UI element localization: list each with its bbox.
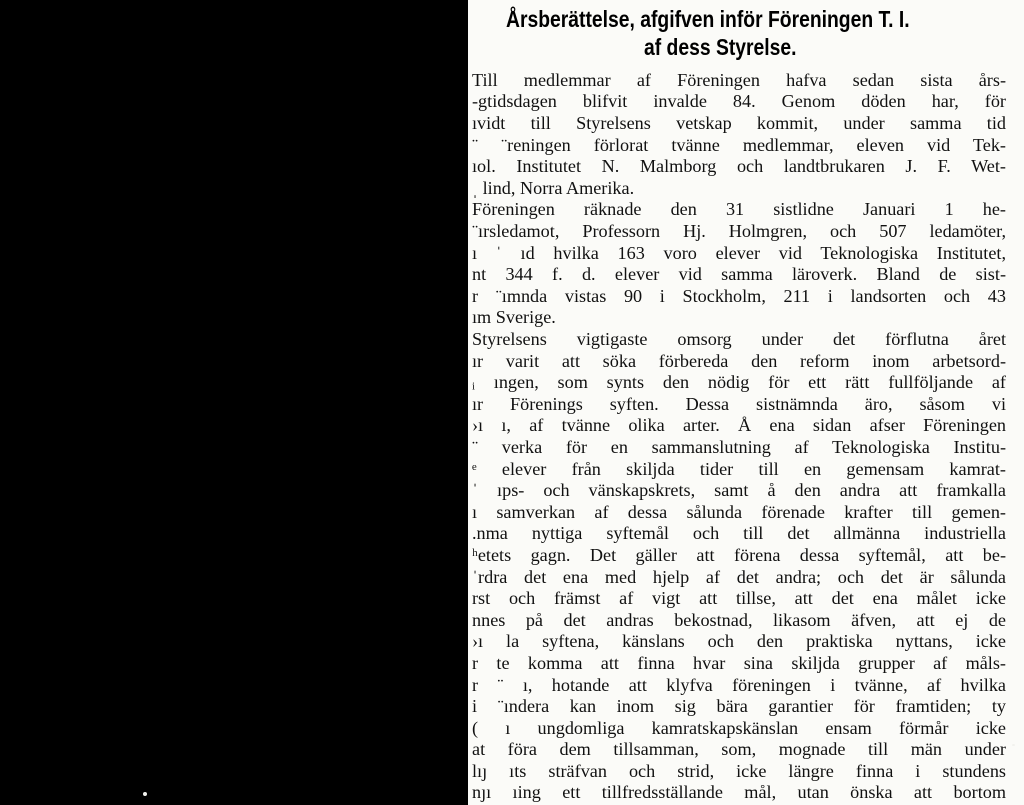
body-text-line: rst och främst af vigt att tillse, att det ena målet icke — [472, 588, 1006, 608]
body-text-line: ı ˈ ıd hvilka 163 voro elever vid Teknologiska Institutet, — [472, 243, 1006, 263]
document-title-line-2: af dess Styrelse. — [644, 34, 797, 60]
body-text-line: nt 344 f. d. elever vid samma läroverk. Bland de sist- — [472, 264, 1006, 284]
document-title-line-1: Årsberättelse, afgifven inför Föreningen T. I. — [506, 6, 910, 32]
body-text-line: nnes på det andras bekostnad, likasom äfven, att ej de — [472, 610, 1006, 630]
body-text-line: ᵉ elever från skiljda tider till en gemensam kamrat- — [472, 459, 1006, 479]
body-text-line: ᵢ ıngen, som synts den nödig för ett rätt fullföljande af — [472, 372, 1006, 392]
body-text-line: r te komma att finna hvar sina skiljda grupper af måls- — [472, 653, 1006, 673]
body-text-line: Styrelsens vigtigaste omsorg under det förflutna året — [472, 329, 1006, 349]
body-text-line: ım Sverige. — [472, 307, 556, 327]
body-text-line: ¨ırsledamot, Professorn Hj. Holmgren, och 507 ledamöter, — [472, 221, 1006, 241]
body-text-line: ¨ ¨reningen förlorat tvänne medlemmar, eleven vid Tek- — [472, 135, 1006, 155]
body-text-line: ır Förenings syften. Dessa sistnämnda äro, såsom vi — [472, 394, 1006, 414]
body-text-line: ʰetets gagn. Det gäller att förena dessa syftemål, att be- — [472, 545, 1006, 565]
body-text-line: r ¨ımnda vistas 90 i Stockholm, 211 i landsorten och 43 — [472, 286, 1006, 306]
scan-speck — [143, 792, 147, 796]
body-text-line: ı samverkan af dessa sålunda förenade krafter till gemen- — [472, 502, 1006, 522]
body-text-line: .nma nyttiga syftemål och till det allmänna industriella — [472, 523, 1006, 543]
body-text-line: lıȷ ıts sträfvan och strid, icke längre finna i stundens — [472, 761, 1006, 781]
body-text-line: ¨ verka för en sammanslutning af Teknologiska Institu- — [472, 437, 1006, 457]
body-text-line: r ¨ ı, hotande att klyfva föreningen i tvänne, af hvilka — [472, 675, 1006, 695]
document-page — [468, 0, 1024, 805]
body-text-line: ıvidt till Styrelsens vetskap kommit, under samma tid — [472, 113, 1006, 133]
body-text-line: at föra dem tillsamman, som, mognade till män under — [472, 739, 1006, 759]
body-text-line: ›ı la syftena, känslans och den praktiska nyttans, icke — [472, 631, 1006, 651]
scan-speck — [1012, 744, 1015, 746]
body-text-line: i ¨ındera kan inom sig bära garantier för framtiden; ty — [472, 696, 1006, 716]
body-text-line: ıol. Institutet N. Malmborg och landtbrukaren J. F. Wet- — [472, 156, 1006, 176]
body-text-line: -gtidsdagen blifvit invalde 84. Genom döden har, för — [472, 91, 1006, 111]
body-text-line: ( ı ungdomliga kamratskapskänslan ensam förmår icke — [472, 718, 1006, 738]
body-text-line: Föreningen räknade den 31 sistlidne Januari 1 he- — [472, 199, 1006, 219]
body-text-line: Till medlemmar af Föreningen hafva sedan sista års- — [472, 70, 1006, 90]
body-text-line: ˈ ıps- och vänskapskrets, samt å den andra att framkalla — [472, 480, 1006, 500]
body-text-line: ır varit att söka förbereda den reform inom arbetsord- — [472, 351, 1006, 371]
body-text-line: ›ı ı, af tvänne olika arter. Å ena sidan afser Föreningen — [472, 415, 1006, 435]
body-text-line: ˌ lind, Norra Amerika. — [472, 178, 635, 198]
body-text-line: nȷı ıing ett tillfredsställande mål, utan önska att bortom — [472, 782, 1006, 802]
body-text-line: ˈrdra det ena med hjelp af det andra; och det är sålunda — [472, 567, 1006, 587]
